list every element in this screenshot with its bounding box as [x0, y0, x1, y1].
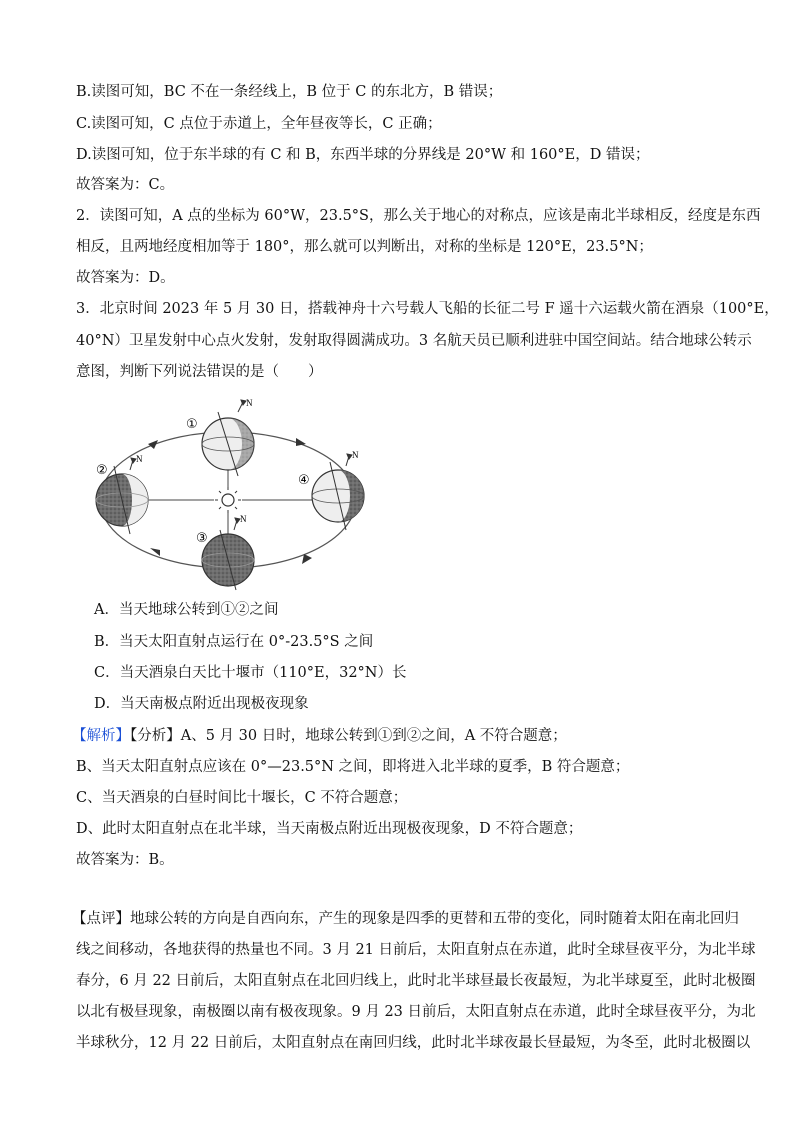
question-stem: 40°N）卫星发射中心点火发射，发射取得圆满成功。3 名航天员已顺利进驻中国空间站。结合地球公转示 — [76, 333, 752, 349]
option-c: C．当天酒泉白天比十堰市（110°E，32°N）长 — [94, 665, 407, 681]
position-label-3: ③ — [196, 531, 208, 546]
analysis-line: B、当天太阳直射点应该在 0°—23.5°N 之间，即将进入北半球的夏季，B 符合题意； — [76, 759, 630, 775]
text-line: B.读图可知，BC 不在一条经线上，B 位于 C 的东北方，B 错误； — [76, 84, 503, 100]
analysis-text: 【分析】A、5 月 30 日时，地球公转到①到②之间，A 不符合题意； — [130, 728, 567, 744]
position-label-2: ② — [96, 463, 108, 478]
text-line: 相反，且两地经度相加等于 180°，那么就可以判断出，对称的坐标是 120°E，23.5°N； — [76, 239, 653, 255]
earth-globe-3 — [202, 530, 254, 590]
analysis-first-line — [72, 726, 762, 746]
earth-globe-1 — [202, 412, 254, 476]
text-line: C.读图可知，C 点位于赤道上，全年昼夜等长，C 正确； — [76, 116, 442, 132]
comment-line: 【点评】地球公转的方向是自西向东，产生的现象是四季的更替和五带的变化，同时随着太阳在南北回归 — [72, 911, 739, 927]
text-line: D.读图可知，位于东半球的有 C 和 B，东西半球的分界线是 20°W 和 160°E，D 错误； — [76, 147, 650, 163]
answer-line: 故答案为：D。 — [76, 270, 175, 286]
analysis-tag: 【解析】 — [72, 728, 130, 744]
option-b: B．当天太阳直射点运行在 0°-23.5°S 之间 — [94, 634, 374, 650]
north-label: N — [352, 450, 359, 460]
answer-line: 故答案为：C。 — [76, 177, 175, 193]
question-stem: 意图，判断下列说法错误的是（ ） — [76, 364, 323, 380]
comment-line: 半球秋分，12 月 22 日前后，太阳直射点在南回归线，此时北半球夜最长昼最短，为冬至，此时北极圈以 — [76, 1035, 751, 1051]
comment-line: 线之间移动，各地获得的热量也不同。3 月 21 日前后，太阳直射点在赤道，此时全球昼夜平分，为北半球 — [76, 942, 756, 958]
analysis-line: C、当天酒泉的白昼时间比十堰长，C 不符合题意； — [76, 790, 408, 806]
earth-revolution-diagram — [86, 396, 386, 592]
comment-line: 以北有极昼现象，南极圈以南有极夜现象。9 月 23 日前后，太阳直射点在赤道，此时全球昼夜平分，为北 — [76, 1004, 756, 1020]
option-d: D．当天南极点附近出现极夜现象 — [94, 696, 309, 712]
analysis-line: D、此时太阳直射点在北半球，当天南极点附近出现极夜现象，D 不符合题意； — [76, 821, 583, 837]
position-label-1: ① — [186, 417, 198, 432]
north-label: N — [240, 514, 247, 524]
sun-icon — [215, 487, 241, 513]
answer-line: 故答案为：B。 — [76, 852, 174, 868]
question-stem: 3．北京时间 2023 年 5 月 30 日，搭载神舟十六号载人飞船的长征二号 F 遥十六运载火箭在酒泉（100°E， — [76, 301, 779, 317]
north-label: N — [246, 398, 253, 408]
option-a: A．当天地球公转到①②之间 — [94, 602, 279, 618]
position-label-4: ④ — [298, 473, 310, 488]
orbit-arrow-icon — [148, 440, 158, 449]
text-line: 2．读图可知，A 点的坐标为 60°W，23.5°S，那么关于地心的对称点，应该是南北半球相反，经度是东西 — [76, 208, 761, 224]
comment-line: 春分，6 月 22 日前后，太阳直射点在北回归线上，此时北半球昼最长夜最短，为北半球夏至，此时北极圈 — [76, 973, 756, 989]
earth-globe-4 — [312, 462, 364, 530]
north-label: N — [136, 454, 143, 464]
